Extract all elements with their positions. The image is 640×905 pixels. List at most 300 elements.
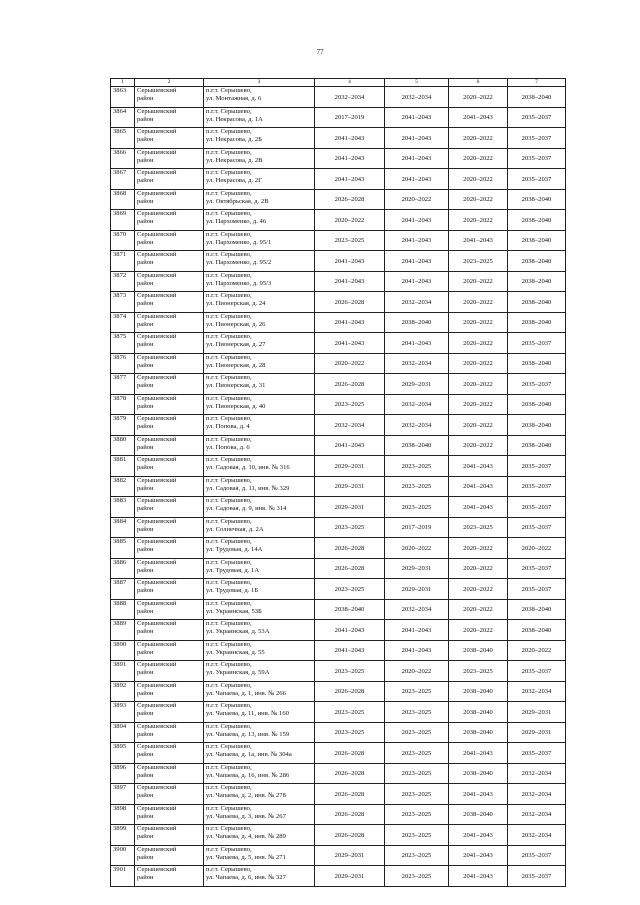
period-col5: 2032–2034 [385, 87, 449, 108]
district-line: район [137, 730, 154, 738]
period-col6: 2020–2022 [449, 148, 508, 169]
district-line: Серышевский [137, 497, 177, 504]
record-number: 3877 [111, 374, 135, 395]
record-number: 3874 [111, 312, 135, 333]
period-col4: 2026–2028 [315, 804, 385, 825]
district-cell [135, 640, 204, 661]
district-cell [135, 661, 204, 682]
record-number: 3881 [111, 456, 135, 477]
record-number: 3888 [111, 599, 135, 620]
table-row [111, 599, 566, 620]
period-col7: 2038–2040 [508, 394, 566, 415]
period-col6: 2020–2022 [449, 415, 508, 436]
district-line: район [137, 300, 154, 308]
period-col7: 2038–2040 [508, 210, 566, 231]
period-col4: 2023–2025 [315, 579, 385, 600]
address-line: п.г.т. Серышево, [206, 784, 252, 791]
period-col7: 2035–2037 [508, 456, 566, 477]
table-row [111, 107, 566, 128]
table-row [111, 333, 566, 354]
district-line: район [137, 136, 154, 144]
district-line: район [137, 177, 154, 185]
district-cell [135, 497, 204, 518]
address-cell [204, 784, 315, 805]
address-line: п.г.т. Серышево, [206, 230, 252, 238]
table-row [111, 210, 566, 231]
table-row [111, 722, 566, 743]
address-cell [204, 743, 315, 764]
district-line: район [137, 238, 154, 246]
period-col6: 2041–2043 [449, 784, 508, 805]
table-row [111, 292, 566, 313]
period-col7: 2038–2040 [508, 251, 566, 272]
table-row [111, 353, 566, 374]
period-col6: 2020–2022 [449, 394, 508, 415]
record-number: 3878 [111, 394, 135, 415]
period-col4: 2029–2031 [315, 497, 385, 518]
address-cell [204, 476, 315, 497]
record-number: 3864 [111, 107, 135, 128]
period-col7: 2035–2037 [508, 579, 566, 600]
district-line: Серышевский [137, 148, 177, 156]
address-line: п.г.т. Серышево, [206, 599, 252, 607]
period-col6: 2041–2043 [449, 476, 508, 497]
period-col4: 2026–2028 [315, 558, 385, 579]
address-line: ул. Украинская, д. 53А [206, 628, 270, 636]
period-col6: 2041–2043 [449, 107, 508, 128]
record-number: 3880 [111, 435, 135, 456]
period-col4: 2026–2028 [315, 374, 385, 395]
address-cell [204, 579, 315, 600]
address-cell [204, 210, 315, 231]
district-line: район [137, 423, 154, 431]
period-col5: 2029–2031 [385, 558, 449, 579]
period-col4: 2026–2028 [315, 763, 385, 784]
district-cell [135, 722, 204, 743]
address-line: ул. Пионерская, д. 40 [206, 402, 266, 410]
period-col5: 2041–2043 [385, 640, 449, 661]
table-row [111, 169, 566, 190]
district-line: Серышевский [137, 189, 177, 197]
period-col6: 2020–2022 [449, 599, 508, 620]
address-line: п.г.т. Серышево, [206, 456, 252, 463]
period-col5: 2023–2025 [385, 681, 449, 702]
district-line: Серышевский [137, 743, 177, 750]
district-line: район [137, 341, 154, 349]
district-line: Серышевский [137, 681, 177, 689]
period-col7: 2038–2040 [508, 415, 566, 436]
period-col6: 2020–2022 [449, 189, 508, 210]
period-col6: 2041–2043 [449, 456, 508, 477]
table-row [111, 128, 566, 149]
district-cell [135, 271, 204, 292]
record-number: 3867 [111, 169, 135, 190]
record-number: 3896 [111, 763, 135, 784]
period-col6: 2020–2022 [449, 292, 508, 313]
table-row [111, 476, 566, 497]
period-col6: 2020–2022 [449, 538, 508, 559]
address-cell [204, 312, 315, 333]
period-col4: 2032–2034 [315, 87, 385, 108]
record-number: 3873 [111, 292, 135, 313]
record-number: 3866 [111, 148, 135, 169]
period-col7: 2020–2022 [508, 538, 566, 559]
period-col4: 2026–2028 [315, 292, 385, 313]
period-col6: 2020–2022 [449, 579, 508, 600]
period-col4: 2023–2025 [315, 722, 385, 743]
district-cell [135, 353, 204, 374]
district-line: Серышевский [137, 456, 177, 463]
record-number: 3871 [111, 251, 135, 272]
period-col5: 2041–2043 [385, 128, 449, 149]
period-col6: 2020–2022 [449, 435, 508, 456]
table-row [111, 148, 566, 169]
district-cell [135, 804, 204, 825]
address-line: ул. Чапаева, д. 16, инв. № 286 [206, 771, 290, 779]
district-line: район [137, 95, 154, 103]
address-line: п.г.т. Серышево, [206, 148, 252, 156]
address-cell [204, 87, 315, 108]
address-cell [204, 722, 315, 743]
period-col4: 2041–2043 [315, 148, 385, 169]
period-col6: 2020–2022 [449, 620, 508, 641]
address-line: п.г.т. Серышево, [206, 333, 252, 340]
period-col5: 2032–2034 [385, 394, 449, 415]
address-line: п.г.т. Серышево, [206, 579, 252, 586]
period-col7: 2035–2037 [508, 128, 566, 149]
period-col4: 2032–2034 [315, 415, 385, 436]
district-line: Серышевский [137, 394, 177, 402]
district-line: Серышевский [137, 435, 177, 443]
address-cell [204, 558, 315, 579]
district-line: Серышевский [137, 538, 177, 545]
record-number: 3895 [111, 743, 135, 764]
address-line: ул. Солнечная, д. 2А [206, 525, 264, 533]
table-row [111, 538, 566, 559]
table-row [111, 415, 566, 436]
record-number: 3883 [111, 497, 135, 518]
district-cell [135, 435, 204, 456]
table-row [111, 702, 566, 723]
address-line: ул. Чапаева, д. 3, инв. № 267 [206, 812, 286, 820]
period-col5: 2023–2025 [385, 476, 449, 497]
record-number: 3901 [111, 866, 135, 887]
record-number: 3869 [111, 210, 135, 231]
period-col5: 2020–2022 [385, 189, 449, 210]
district-line: Серышевский [137, 804, 177, 812]
district-cell [135, 128, 204, 149]
district-cell [135, 620, 204, 641]
address-line: ул. Пархоменко, д. 95/1 [206, 238, 272, 246]
address-line: ул. Пионерская, д. 24 [206, 300, 266, 308]
period-col5: 2038–2040 [385, 312, 449, 333]
address-cell [204, 107, 315, 128]
district-line: район [137, 197, 154, 205]
period-col5: 2020–2022 [385, 661, 449, 682]
district-line: район [137, 505, 154, 513]
district-line: Серышевский [137, 517, 177, 525]
record-number: 3875 [111, 333, 135, 354]
district-cell [135, 312, 204, 333]
table-row [111, 763, 566, 784]
district-line: Серышевский [137, 661, 177, 668]
period-col4: 2023–2025 [315, 702, 385, 723]
period-col4: 2020–2022 [315, 353, 385, 374]
period-col7: 2032–2034 [508, 681, 566, 702]
district-line: район [137, 689, 154, 697]
record-number: 3868 [111, 189, 135, 210]
address-line: п.г.т. Серышево, [206, 189, 252, 197]
address-line: ул. Садовая, д. 11, инв. № 329 [206, 484, 290, 492]
address-line: п.г.т. Серышево, [206, 497, 252, 504]
period-col7: 2035–2037 [508, 558, 566, 579]
period-col6: 2020–2022 [449, 128, 508, 149]
address-cell [204, 599, 315, 620]
district-line: Серышевский [137, 784, 177, 791]
period-col6: 2020–2022 [449, 558, 508, 579]
address-line: п.г.т. Серышево, [206, 87, 252, 94]
period-col6: 2020–2022 [449, 353, 508, 374]
period-col5: 2023–2025 [385, 722, 449, 743]
district-line: Серышевский [137, 640, 177, 648]
period-col5: 2041–2043 [385, 251, 449, 272]
table-row [111, 497, 566, 518]
address-line: ул. Некрасова, д. 2Г [206, 177, 262, 185]
address-line: п.г.т. Серышево, [206, 702, 252, 709]
address-line: п.г.т. Серышево, [206, 722, 252, 730]
address-line: ул. Пархоменко, д. 95/2 [206, 259, 272, 267]
period-col5: 2041–2043 [385, 271, 449, 292]
district-line: Серышевский [137, 251, 177, 258]
district-line: Серышевский [137, 763, 177, 771]
period-col7: 2038–2040 [508, 189, 566, 210]
district-line: район [137, 669, 154, 677]
address-cell [204, 415, 315, 436]
period-col6: 2038–2040 [449, 722, 508, 743]
address-line: ул. Чапаева, д. 13, инв. № 159 [206, 730, 290, 738]
address-line: ул. Пионерская, д. 28 [206, 361, 266, 369]
district-line: Серышевский [137, 169, 177, 176]
address-line: ул. Пархоменко, д. 46 [206, 218, 267, 226]
period-col4: 2023–2025 [315, 661, 385, 682]
district-cell [135, 230, 204, 251]
address-line: ул. Пионерская, д. 31 [206, 382, 266, 390]
table-row [111, 743, 566, 764]
period-col5: 2041–2043 [385, 169, 449, 190]
district-cell [135, 845, 204, 866]
period-col7: 2038–2040 [508, 271, 566, 292]
page-number: 77 [316, 48, 324, 56]
address-line: ул. Пионерская, д. 27 [206, 341, 266, 349]
address-cell [204, 804, 315, 825]
table-row [111, 394, 566, 415]
address-line: п.г.т. Серышево, [206, 251, 252, 258]
district-line: район [137, 710, 154, 718]
period-col4: 2026–2028 [315, 538, 385, 559]
district-line: район [137, 382, 154, 390]
table-row [111, 845, 566, 866]
address-cell [204, 497, 315, 518]
address-line: п.г.т. Серышево, [206, 825, 252, 832]
period-col4: 2023–2025 [315, 230, 385, 251]
period-col7: 2038–2040 [508, 353, 566, 374]
district-cell [135, 825, 204, 846]
address-line: ул. Трудовая, д. 14А [206, 546, 263, 554]
record-number: 3886 [111, 558, 135, 579]
address-line: ул. Чапаева, д. 4, инв. № 289 [206, 833, 286, 841]
period-col5: 2029–2031 [385, 579, 449, 600]
table-row [111, 456, 566, 477]
district-line: Серышевский [137, 415, 177, 422]
district-line: район [137, 546, 154, 554]
record-number: 3870 [111, 230, 135, 251]
district-line: район [137, 525, 154, 533]
address-cell [204, 148, 315, 169]
address-line: п.г.т. Серышево, [206, 415, 252, 422]
address-line: ул. Трудовая, д. 1Б [206, 587, 259, 595]
district-line: район [137, 279, 154, 287]
period-col5: 2041–2043 [385, 107, 449, 128]
district-line: Серышевский [137, 210, 177, 217]
record-number: 3863 [111, 87, 135, 108]
period-col7: 2038–2040 [508, 312, 566, 333]
district-line: Серышевский [137, 292, 177, 299]
period-col5: 2023–2025 [385, 743, 449, 764]
address-line: п.г.т. Серышево, [206, 620, 252, 627]
period-col5: 2041–2043 [385, 230, 449, 251]
table-row [111, 804, 566, 825]
address-line: ул. Октябрьская, д. 2В [206, 197, 269, 205]
period-col6: 2041–2043 [449, 845, 508, 866]
table-row [111, 640, 566, 661]
address-line: п.г.т. Серышево, [206, 763, 252, 771]
table-row [111, 374, 566, 395]
table-row [111, 558, 566, 579]
period-col7: 2020–2022 [508, 640, 566, 661]
address-cell [204, 517, 315, 538]
address-line: ул. Чапаева, д. 1, инв. № 266 [206, 689, 286, 697]
district-line: район [137, 156, 154, 164]
address-cell [204, 333, 315, 354]
period-col7: 2035–2037 [508, 107, 566, 128]
period-col5: 2032–2034 [385, 415, 449, 436]
table-row [111, 681, 566, 702]
period-col5: 2020–2022 [385, 538, 449, 559]
district-line: Серышевский [137, 353, 177, 361]
period-col6: 2038–2040 [449, 804, 508, 825]
period-col5: 2023–2025 [385, 497, 449, 518]
period-col6: 2020–2022 [449, 87, 508, 108]
district-cell [135, 333, 204, 354]
period-col7: 2038–2040 [508, 292, 566, 313]
period-col7: 2032–2034 [508, 804, 566, 825]
period-col5: 2038–2040 [385, 435, 449, 456]
address-line: п.г.т. Серышево, [206, 640, 252, 648]
address-cell [204, 353, 315, 374]
period-col5: 2041–2043 [385, 148, 449, 169]
period-col4: 2026–2028 [315, 784, 385, 805]
address-cell [204, 640, 315, 661]
district-line: Серышевский [137, 312, 177, 320]
period-col7: 2035–2037 [508, 169, 566, 190]
address-line: п.г.т. Серышево, [206, 271, 252, 279]
district-cell [135, 517, 204, 538]
period-col7: 2035–2037 [508, 866, 566, 887]
address-cell [204, 661, 315, 682]
period-col6: 2038–2040 [449, 640, 508, 661]
district-cell [135, 210, 204, 231]
district-cell [135, 784, 204, 805]
address-cell [204, 456, 315, 477]
table-row [111, 866, 566, 887]
period-col4: 2017–2019 [315, 107, 385, 128]
address-cell [204, 620, 315, 641]
period-col4: 2026–2028 [315, 189, 385, 210]
address-line: ул. Пионерская, д. 26 [206, 320, 266, 328]
period-col4: 2041–2043 [315, 169, 385, 190]
district-line: Серышевский [137, 845, 177, 853]
address-cell [204, 763, 315, 784]
period-col7: 2038–2040 [508, 230, 566, 251]
address-line: п.г.т. Серышево, [206, 845, 252, 853]
district-line: Серышевский [137, 271, 177, 279]
address-cell [204, 538, 315, 559]
address-line: п.г.т. Серышево, [206, 292, 252, 299]
address-cell [204, 845, 315, 866]
period-col4: 2026–2028 [315, 681, 385, 702]
address-cell [204, 251, 315, 272]
table-row [111, 312, 566, 333]
period-col5: 2032–2034 [385, 292, 449, 313]
period-col6: 2041–2043 [449, 866, 508, 887]
column-header: 6 [449, 79, 508, 87]
district-line: район [137, 648, 154, 656]
record-number: 3893 [111, 702, 135, 723]
address-cell [204, 169, 315, 190]
address-cell [204, 435, 315, 456]
record-number: 3899 [111, 825, 135, 846]
period-col5: 2023–2025 [385, 456, 449, 477]
table-row [111, 435, 566, 456]
period-col7: 2029–2031 [508, 722, 566, 743]
address-cell [204, 271, 315, 292]
column-header: 5 [385, 79, 449, 87]
column-header: 4 [315, 79, 385, 87]
period-col6: 2041–2043 [449, 497, 508, 518]
record-number: 3891 [111, 661, 135, 682]
address-line: п.г.т. Серышево, [206, 866, 252, 873]
address-line: п.г.т. Серышево, [206, 661, 252, 668]
address-cell [204, 230, 315, 251]
district-line: район [137, 587, 154, 595]
record-number: 3885 [111, 538, 135, 559]
period-col6: 2041–2043 [449, 825, 508, 846]
district-cell [135, 169, 204, 190]
district-line: Серышевский [137, 476, 177, 484]
period-col4: 2041–2043 [315, 620, 385, 641]
period-col4: 2041–2043 [315, 128, 385, 149]
district-cell [135, 107, 204, 128]
table-row [111, 189, 566, 210]
period-col7: 2035–2037 [508, 743, 566, 764]
address-cell [204, 394, 315, 415]
period-col6: 2023–2025 [449, 251, 508, 272]
table-row [111, 517, 566, 538]
address-line: п.г.т. Серышево, [206, 128, 252, 135]
district-line: район [137, 812, 154, 820]
district-line: район [137, 771, 154, 779]
record-number: 3872 [111, 271, 135, 292]
